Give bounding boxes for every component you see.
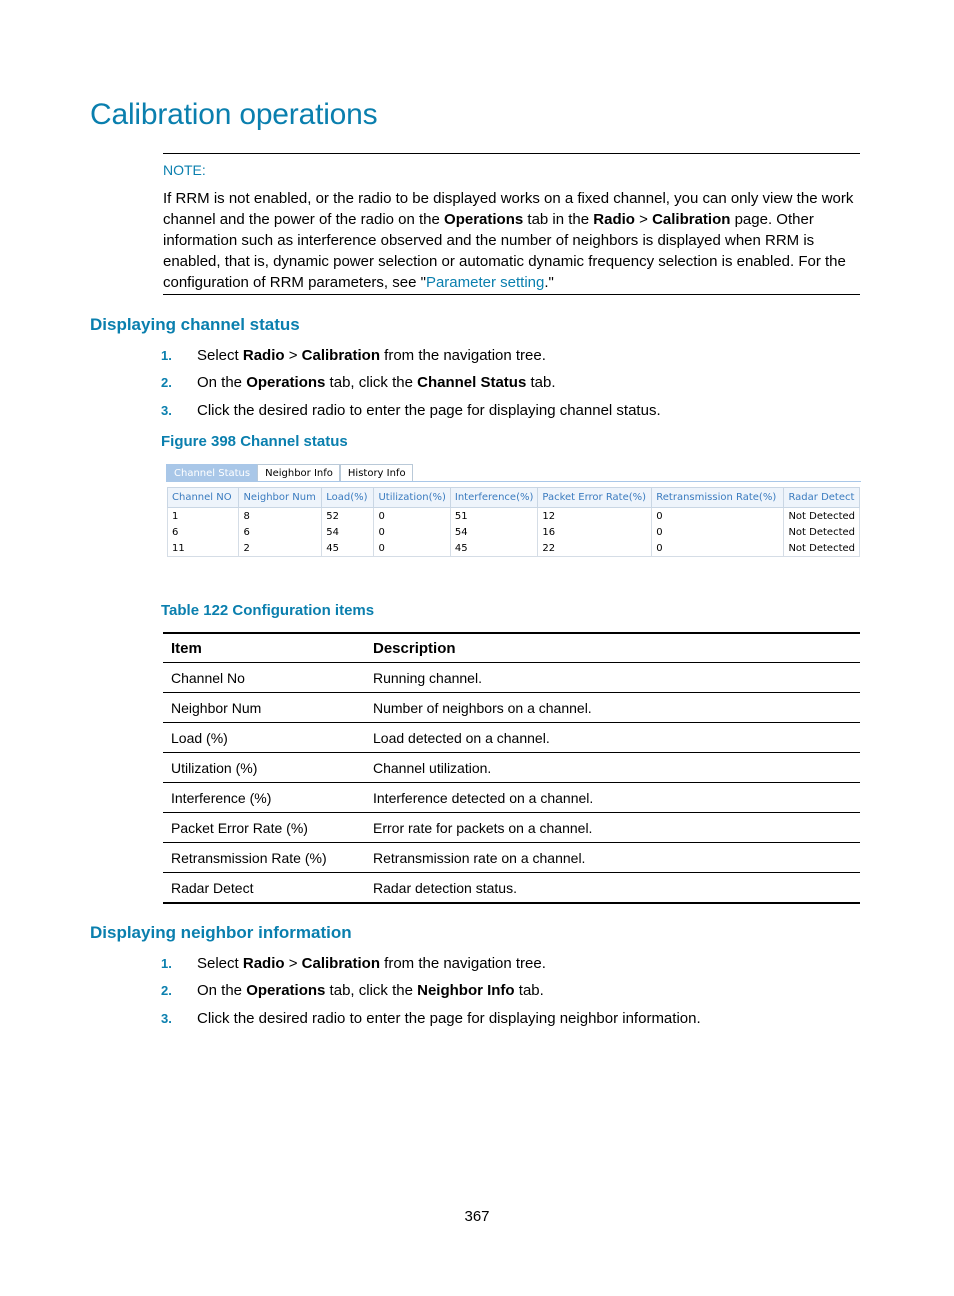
figure-caption: Figure 398 Channel status [161, 433, 348, 450]
table-row [163, 723, 860, 753]
table-cell: Not Detected [784, 508, 860, 525]
table-row[interactable] [168, 540, 860, 557]
step-number: 3. [161, 403, 172, 418]
description-cell: Interference detected on a channel. [365, 783, 860, 813]
table-header-row [163, 633, 860, 663]
note-label: NOTE: [163, 162, 206, 178]
note-box [163, 153, 860, 295]
table-row [163, 843, 860, 873]
step-text: from the navigation tree. [379, 347, 546, 364]
table-cell: 0 [374, 524, 450, 540]
table-cell: 54 [450, 524, 537, 540]
step-text: tab. [526, 374, 556, 391]
step-text: tab, click the [325, 374, 418, 391]
note-text-part: ." [544, 274, 554, 291]
note-text-bold: Operations [444, 211, 524, 228]
table-row [163, 783, 860, 813]
column-header[interactable]: Packet Error Rate(%) [538, 488, 652, 508]
description-cell: Running channel. [365, 663, 860, 693]
item-cell: Channel No [163, 663, 365, 693]
item-cell: Interference (%) [163, 783, 365, 813]
step-text: Click the desired radio to enter the page for displaying channel status. [197, 402, 661, 419]
description-cell: Load detected on a channel. [365, 723, 860, 753]
step-text-bold: Radio [242, 347, 285, 364]
table-cell: 0 [374, 540, 450, 557]
step-item [161, 954, 546, 974]
table-cell: 51 [450, 508, 537, 525]
step-number: 2. [161, 375, 172, 390]
note-text-bold: Radio [593, 211, 635, 228]
item-cell: Load (%) [163, 723, 365, 753]
parameter-setting-link[interactable]: Parameter setting [425, 274, 545, 291]
column-header[interactable]: Neighbor Num [239, 488, 322, 508]
note-text-part: page. Other information such as interference observed and the number of neighbors is displayed when RRM is enabled, that is, dynamic power selection or automatic dynamic frequency selection is enabled. For the configuration of RRM parameters, see " [163, 211, 846, 291]
column-header[interactable]: Load(%) [322, 488, 374, 508]
table-row[interactable] [168, 524, 860, 540]
table-row [163, 693, 860, 723]
section-heading-neighbor-information: Displaying neighbor information [90, 923, 352, 942]
table-cell: 0 [652, 524, 784, 540]
step-text: On the [197, 982, 247, 999]
step-text-bold: Radio [242, 955, 285, 972]
table-header-row [168, 488, 860, 508]
step-number: 2. [161, 983, 172, 998]
step-item [161, 401, 661, 421]
table-cell: 45 [322, 540, 374, 557]
table-row [163, 873, 860, 904]
table-cell: 16 [538, 524, 652, 540]
step-text-bold: Operations [246, 982, 326, 999]
column-header[interactable]: Retransmission Rate(%) [652, 488, 784, 508]
step-text-bold: Calibration [301, 955, 380, 972]
step-text: On the [197, 374, 247, 391]
channel-status-table [167, 487, 860, 557]
table-row [163, 753, 860, 783]
step-text: from the navigation tree. [379, 955, 546, 972]
table-cell: 12 [538, 508, 652, 525]
section-heading-channel-status: Displaying channel status [90, 315, 300, 334]
step-text: tab, click the [325, 982, 418, 999]
table-cell: 6 [168, 524, 239, 540]
note-text-bold: Calibration [652, 211, 731, 228]
step-item [161, 373, 555, 393]
tab-divider [166, 481, 861, 482]
step-number: 1. [161, 348, 172, 363]
table-cell: Not Detected [784, 524, 860, 540]
step-text-bold: Operations [246, 374, 326, 391]
step-item [161, 346, 546, 366]
column-header-item: Item [163, 633, 365, 663]
description-cell: Channel utilization. [365, 753, 860, 783]
step-item [161, 1009, 701, 1029]
tab-channel-status[interactable]: Channel Status [166, 464, 257, 481]
table-cell: 11 [168, 540, 239, 557]
step-item [161, 981, 544, 1001]
page-title: Calibration operations [90, 98, 378, 131]
table-cell: 6 [239, 524, 322, 540]
step-text-bold: Channel Status [417, 374, 527, 391]
step-text: > [284, 347, 302, 364]
description-cell: Error rate for packets on a channel. [365, 813, 860, 843]
item-cell: Neighbor Num [163, 693, 365, 723]
step-text: Click the desired radio to enter the page for displaying neighbor information. [197, 1010, 701, 1027]
page-number: 367 [464, 1208, 490, 1225]
step-text: > [284, 955, 302, 972]
tab-neighbor-info[interactable]: Neighbor Info [257, 464, 340, 481]
note-text-part: > [634, 211, 653, 228]
configuration-items-table [163, 632, 860, 904]
table-row [163, 813, 860, 843]
table-cell: 52 [322, 508, 374, 525]
table-cell: 8 [239, 508, 322, 525]
table-cell: 54 [322, 524, 374, 540]
table-cell: 0 [374, 508, 450, 525]
column-header-description: Description [365, 633, 860, 663]
table-cell: Not Detected [784, 540, 860, 557]
note-text-part: If RRM is not enabled, or the radio to be displayed works on a fixed channel, you can only view the work channel and the power of the radio on the [163, 190, 854, 228]
step-text: Select [197, 955, 243, 972]
note-text [163, 188, 863, 293]
item-cell: Packet Error Rate (%) [163, 813, 365, 843]
column-header[interactable]: Utilization(%) [374, 488, 450, 508]
column-header[interactable]: Interference(%) [450, 488, 537, 508]
item-cell: Utilization (%) [163, 753, 365, 783]
step-number: 1. [161, 956, 172, 971]
table-cell: 0 [652, 508, 784, 525]
step-text-bold: Calibration [301, 347, 380, 364]
step-text: Select [197, 347, 243, 364]
table-row [163, 663, 860, 693]
table-cell: 1 [168, 508, 239, 525]
description-cell: Number of neighbors on a channel. [365, 693, 860, 723]
table-row[interactable] [168, 508, 860, 525]
table-cell: 22 [538, 540, 652, 557]
column-header[interactable]: Channel NO [168, 488, 239, 508]
table-caption: Table 122 Configuration items [161, 602, 375, 619]
table-cell: 45 [450, 540, 537, 557]
item-cell: Radar Detect [171, 879, 254, 896]
tab-bar [166, 464, 413, 482]
step-text-bold: Neighbor Info [417, 982, 515, 999]
table-cell: 0 [652, 540, 784, 557]
item-cell: Retransmission Rate (%) [163, 843, 365, 873]
note-text-part: tab in the [523, 211, 594, 228]
step-text: tab. [514, 982, 544, 999]
table-cell: 2 [239, 540, 322, 557]
step-number: 3. [161, 1011, 172, 1026]
channel-status-screenshot [166, 464, 861, 561]
tab-history-info[interactable]: History Info [340, 464, 413, 481]
description-cell: Radar detection status. [373, 879, 517, 896]
description-cell: Retransmission rate on a channel. [365, 843, 860, 873]
column-header[interactable]: Radar Detect [784, 488, 860, 508]
